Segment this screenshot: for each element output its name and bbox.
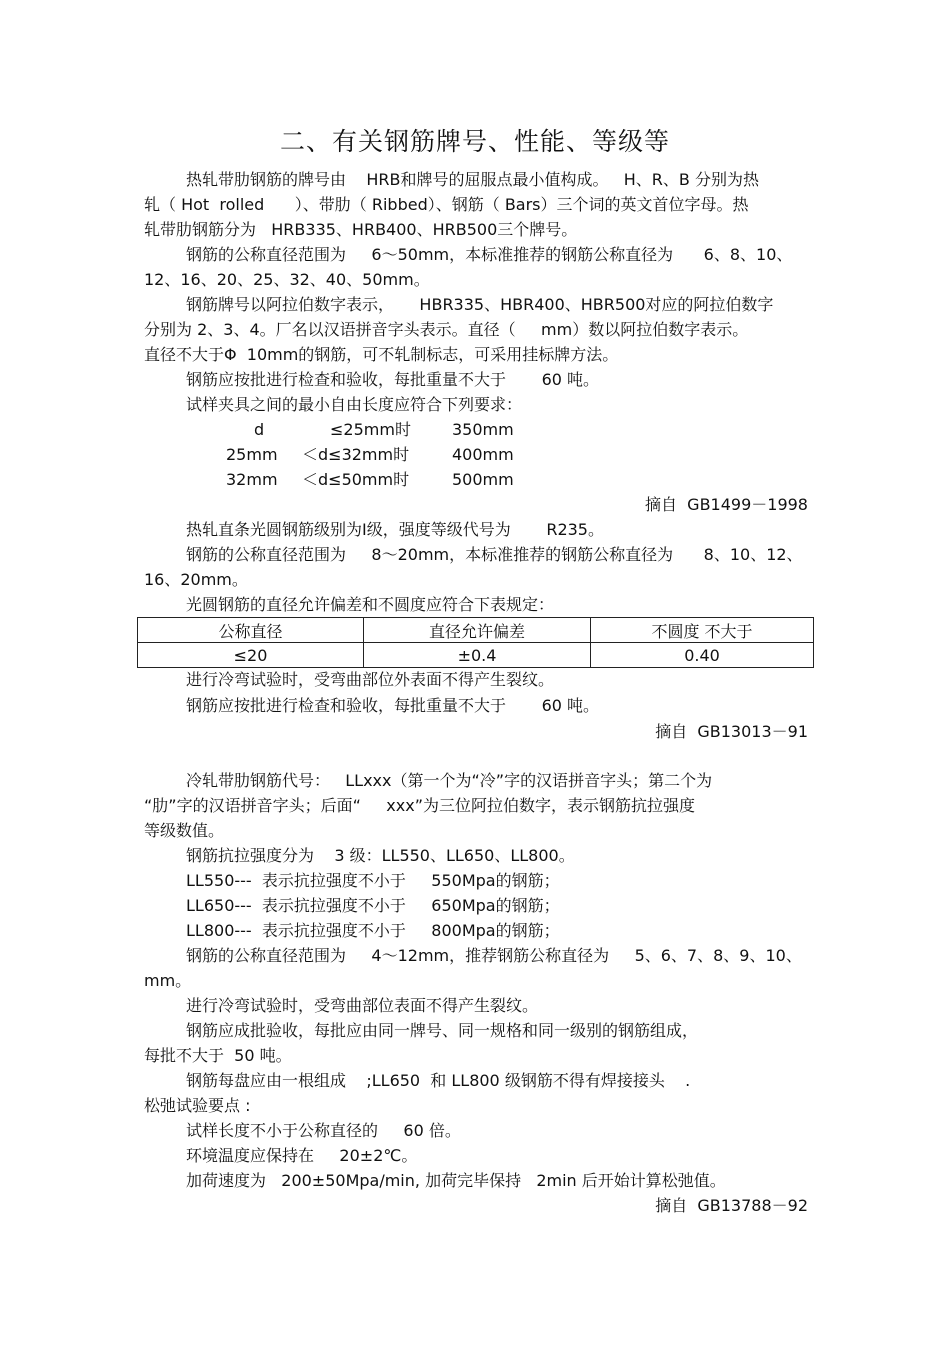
hrb-para-3-line-1: 钢筋牌号以阿拉伯数字表示， HBR335、HBR400、HBR500对应的阿拉伯数字 (186, 295, 774, 314)
table-header-ovality: 不圆度 不大于 (591, 618, 814, 643)
cold-para-1-line-2: “肋”字的汉语拼音字头；后面“ xxx”为三位阿拉伯数字，表示钢筋抗拉强度 (144, 796, 695, 815)
hrb-para-1-line-3: 轧带肋钢筋分为 HRB335、HRB400、HRB500三个牌号。 (144, 220, 578, 239)
relaxation-item-2: 环境温度应保持在 20±2℃。 (186, 1146, 418, 1165)
grip-row-2-col-3: 400mm (452, 445, 514, 464)
grip-row-1-col-2: ≤25mm时 (330, 420, 411, 439)
cold-para-2: 钢筋抗拉强度分为 3 级：LL550、LL650、LL800。 (186, 846, 575, 865)
table-row (138, 643, 814, 668)
cold-para-1-line-3: 等级数值。 (144, 821, 225, 840)
cold-para-5-line-1: 钢筋应成批验收，每批应由同一牌号、同一规格和同一级别的钢筋组成， (186, 1021, 699, 1040)
hrb-para-1-line-1: 热轧带肋钢筋的牌号由 HRB和牌号的屈服点最小值构成。 H、R、B 分别为热 (186, 170, 759, 189)
hrb-para-2-line-1: 钢筋的公称直径范围为 6～50mm，本标准推荐的钢筋公称直径为 6、8、10、 (186, 245, 793, 264)
cold-para-4: 进行冷弯试验时，受弯曲部位表面不得产生裂纹。 (186, 996, 539, 1015)
cold-grade-1: LL550--- 表示抗拉强度不小于 550Mpa的钢筋； (186, 871, 560, 890)
grip-row-3-col-2: ＜d≤50mm时 (302, 470, 410, 489)
grip-row-2-col-1: 25mm (226, 445, 278, 464)
cold-para-3-line-2: mm。 (144, 971, 192, 990)
table-cell-diameter: ≤20 (138, 643, 364, 668)
table-header-diameter: 公称直径 (138, 618, 364, 643)
grip-row-3-col-3: 500mm (452, 470, 514, 489)
round-para-4: 进行冷弯试验时，受弯曲部位外表面不得产生裂纹。 (186, 670, 555, 689)
table-cell-ovality: 0.40 (591, 643, 814, 668)
table-header-row (138, 618, 814, 643)
round-para-2-line-1: 钢筋的公称直径范围为 8～20mm，本标准推荐的钢筋公称直径为 8、10、12、 (186, 545, 803, 564)
hrb-para-5: 试样夹具之间的最小自由长度应符合下列要求： (186, 395, 523, 414)
grip-row-2-col-2: ＜d≤32mm时 (302, 445, 410, 464)
source-gb13013: 摘自 GB13013－91 (655, 722, 808, 741)
round-para-3: 光圆钢筋的直径允许偏差和不圆度应符合下表规定： (186, 595, 555, 614)
hrb-para-1-line-2: 轧（ Hot rolled ）、带肋（ Ribbed）、钢筋（ Bars）三个词的英文首位字母。热 (144, 195, 749, 214)
grip-row-3-col-1: 32mm (226, 470, 278, 489)
round-para-2-line-2: 16、20mm。 (144, 570, 248, 589)
cold-para-3-line-1: 钢筋的公称直径范围为 4～12mm，推荐钢筋公称直径为 5、6、7、8、9、10、 (186, 946, 802, 965)
hrb-para-2-line-2: 12、16、20、25、32、40、50mm。 (144, 270, 430, 289)
grip-row-1-col-3: 350mm (452, 420, 514, 439)
relaxation-item-1: 试样长度不小于公称直径的 60 倍。 (186, 1121, 461, 1140)
relaxation-item-3: 加荷速度为 200±50Mpa/min, 加荷完毕保持 2min 后开始计算松弛值。 (186, 1171, 726, 1190)
table-cell-tolerance: ±0.4 (364, 643, 591, 668)
round-para-5: 钢筋应按批进行检查和验收，每批重量不大于 60 吨。 (186, 696, 600, 715)
source-gb1499: 摘自 GB1499－1998 (645, 495, 808, 514)
source-gb13788: 摘自 GB13788－92 (655, 1196, 808, 1215)
tolerance-table (137, 617, 814, 668)
table-header-tolerance: 直径允许偏差 (364, 618, 591, 643)
hrb-para-3-line-2: 分别为 2、3、4。厂名以汉语拼音字头表示。直径（ mm）数以阿拉伯数字表示。 (144, 320, 749, 339)
cold-para-6: 钢筋每盘应由一根组成 ;LL650 和 LL800 级钢筋不得有焊接接头 . (186, 1071, 691, 1090)
relaxation-heading: 松弛试验要点 : (144, 1096, 251, 1115)
cold-para-1-line-1: 冷轧带肋钢筋代号： LLxxx（第一个为“冷”字的汉语拼音字头；第二个为 (186, 771, 713, 790)
hrb-para-3-line-3: 直径不大于Φ 10mm的钢筋，可不轧制标志，可采用挂标牌方法。 (144, 345, 619, 364)
cold-grade-3: LL800--- 表示抗拉强度不小于 800Mpa的钢筋； (186, 921, 560, 940)
round-para-1: 热轧直条光圆钢筋级别为Ⅰ级，强度等级代号为 R235。 (186, 520, 604, 539)
cold-grade-2: LL650--- 表示抗拉强度不小于 650Mpa的钢筋； (186, 896, 560, 915)
page-title: 二、有关钢筋牌号、性能、等级等 (279, 127, 670, 156)
grip-row-1-col-1: d (254, 420, 265, 439)
cold-para-5-line-2: 每批不大于 50 吨。 (144, 1046, 292, 1065)
hrb-para-4: 钢筋应按批进行检查和验收，每批重量不大于 60 吨。 (186, 370, 600, 389)
